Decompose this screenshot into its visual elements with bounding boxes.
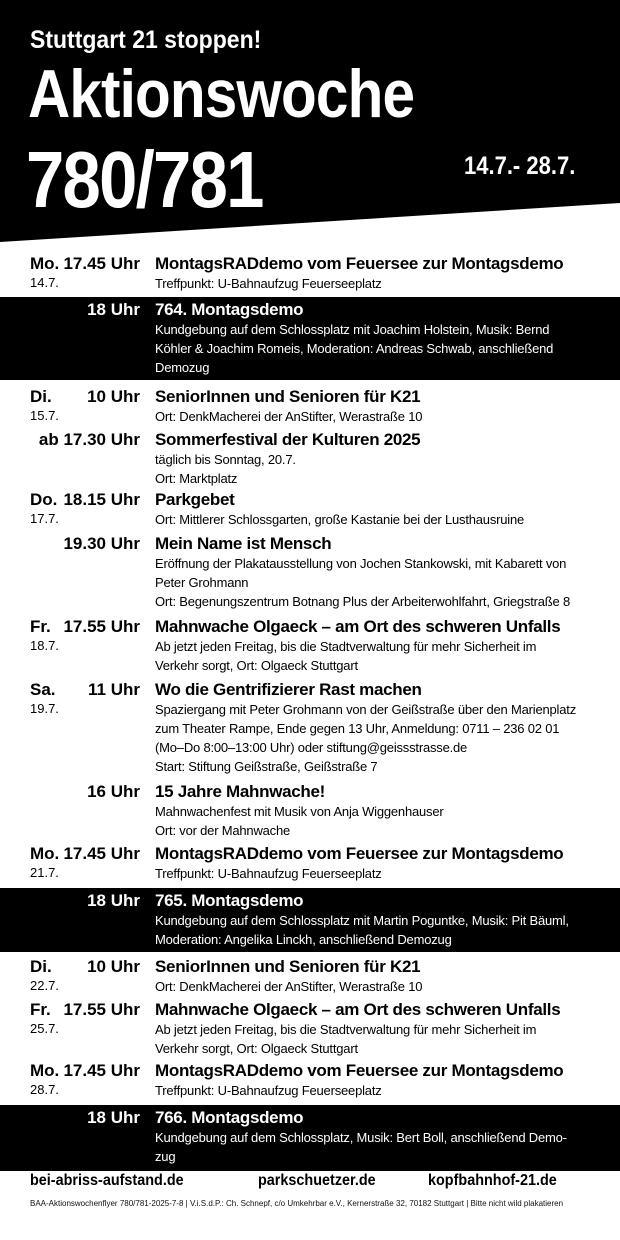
event-time: 10 Uhr (87, 387, 140, 406)
event-time: 17.55 Uhr (63, 617, 140, 636)
event-row (0, 677, 620, 779)
event-row-highlighted (0, 1105, 620, 1171)
event-title: Sommerfestival der Kulturen 2025 (155, 430, 421, 449)
event-detail-line: Verkehr sorgt, Ort: Olgaeck Stuttgart (155, 1041, 358, 1056)
event-content (155, 429, 595, 488)
event-row (0, 531, 620, 614)
header-number: 780/781 (26, 135, 263, 224)
event-content (155, 299, 595, 377)
event-detail-line: Spaziergang mit Peter Grohmann von der Geißstraße über den Marienplatz (155, 702, 576, 717)
event-time: 17.45 Uhr (63, 844, 140, 863)
event-weekday: Fr. (30, 1000, 51, 1019)
event-weekday: Di. (30, 957, 52, 976)
event-when (30, 429, 140, 451)
event-title: SeniorInnen und Senioren für K21 (155, 957, 421, 976)
event-date: 14.7. (30, 275, 59, 290)
event-time: 18 Uhr (87, 1108, 140, 1127)
event-when (30, 299, 140, 321)
event-time: 18 Uhr (87, 300, 140, 319)
event-detail-line: Kundgebung auf dem Schlossplatz mit Martin Poguntke, Musik: Pit Bäuml, (155, 913, 569, 928)
event-detail-line: Demozug (155, 360, 210, 375)
event-weekday: Mo. (30, 1061, 60, 1080)
event-detail-line: Ab jetzt jeden Freitag, bis die Stadtverwaltung für mehr Sicherheit im (155, 1022, 537, 1037)
event-time: 17.55 Uhr (63, 1000, 140, 1019)
event-title: 766. Montagsdemo (155, 1108, 304, 1127)
event-time: 18.15 Uhr (63, 490, 140, 509)
event-content (155, 253, 595, 293)
event-detail-line: Treffpunkt: U-Bahnaufzug Feuerseeplatz (155, 866, 382, 881)
event-detail-line: (Mo–Do 8:00–13:00 Uhr) oder stiftung@geissstrasse.de (155, 740, 468, 755)
event-detail-line: Ort: Mittlerer Schlossgarten, große Kastanie bei der Lusthausruine (155, 512, 525, 527)
event-detail-line: Verkehr sorgt, Ort: Olgaeck Stuttgart (155, 658, 358, 673)
event-row (0, 997, 620, 1058)
event-content (155, 1060, 595, 1100)
event-title: 765. Montagsdemo (155, 891, 304, 910)
event-title: Mahnwache Olgaeck – am Ort des schweren Unfalls (155, 617, 561, 636)
event-detail-line: Start: Stiftung Geißstraße, Geißstraße 7 (155, 759, 378, 774)
event-time: 17.45 Uhr (63, 254, 140, 273)
event-row (0, 487, 620, 531)
event-row-highlighted (0, 297, 620, 380)
event-row (0, 779, 620, 841)
event-row (0, 1058, 620, 1105)
event-content (155, 386, 595, 426)
header-kicker: Stuttgart 21 stoppen! (30, 26, 262, 54)
event-time: 11 Uhr (88, 680, 140, 699)
event-when (30, 781, 140, 803)
event-when (30, 616, 140, 654)
event-content (155, 781, 595, 840)
event-detail-line: Ort: Marktplatz (155, 471, 238, 486)
event-title: SeniorInnen und Senioren für K21 (155, 387, 421, 406)
event-title: Mein Name ist Mensch (155, 534, 332, 553)
event-when (30, 386, 140, 424)
event-title: Wo die Gentrifizierer Rast machen (155, 680, 422, 699)
event-title: 764. Montagsdemo (155, 300, 304, 319)
event-row (0, 952, 620, 997)
event-date: 21.7. (30, 865, 59, 880)
event-date: 28.7. (30, 1082, 59, 1097)
event-detail-line: Mahnwachenfest mit Musik von Anja Wiggenhauser (155, 804, 444, 819)
event-title: Parkgebet (155, 490, 235, 509)
event-date: 17.7. (30, 511, 59, 526)
event-content (155, 616, 595, 675)
event-when (30, 843, 140, 881)
event-weekday: Do. (30, 490, 58, 509)
event-content (155, 843, 595, 883)
event-date: 25.7. (30, 1021, 59, 1036)
event-detail-line: Ort: vor der Mahnwache (155, 823, 291, 838)
event-detail-line: Treffpunkt: U-Bahnaufzug Feuerseeplatz (155, 276, 382, 291)
header-dates: 14.7.- 28.7. (464, 152, 576, 180)
event-row (0, 614, 620, 677)
event-title: MontagsRADdemo vom Feuersee zur Montagsdemo (155, 844, 564, 863)
event-date: 18.7. (30, 638, 59, 653)
event-detail-line: Köhler & Joachim Romeis, Moderation: Andreas Schwab, anschließend (155, 341, 554, 356)
event-when (30, 956, 140, 994)
event-when (30, 489, 140, 527)
event-content (155, 489, 595, 529)
event-content (155, 1107, 595, 1166)
footer-link-parkschuetzer[interactable]: parkschuetzer.de (258, 1172, 376, 1189)
event-when (30, 253, 140, 291)
event-schedule (0, 253, 620, 1171)
event-when (30, 533, 140, 555)
event-row (0, 253, 620, 297)
event-detail-line: Kundgebung auf dem Schlossplatz mit Joachim Holstein, Musik: Bernd (155, 322, 550, 337)
event-row (0, 380, 620, 427)
event-detail-line: täglich bis Sonntag, 20.7. (155, 452, 296, 467)
event-content (155, 890, 595, 949)
event-detail-line: Ort: Begenungszentrum Botnang Plus der Arbeiterwohlfahrt, Griegstraße 8 (155, 594, 571, 609)
event-time: ab 17.30 Uhr (38, 430, 140, 449)
event-detail-line: Kundgebung auf dem Schlossplatz, Musik: Bert Boll, anschließend Demo- (155, 1130, 567, 1145)
event-time: 17.45 Uhr (63, 1061, 140, 1080)
event-title: 15 Jahre Mahnwache! (155, 782, 326, 801)
event-time: 19.30 Uhr (63, 534, 140, 553)
event-title: Mahnwache Olgaeck – am Ort des schweren Unfalls (155, 1000, 561, 1019)
event-detail-line: zum Theater Rampe, Ende gegen 13 Uhr, Anmeldung: 0711 – 236 02 01 (155, 721, 560, 736)
imprint-text: BAA-Aktionswochenflyer 780/781-2025-7-8 | V.i.S.d.P.: Ch. Schnepf, c/o Umkehrbar e.V., Kernerstraße 32, 70182 Stuttgart | Bitte nicht wild plakatieren (30, 1199, 564, 1208)
event-detail-line: Moderation: Angelika Linckh, anschließend Demozug (155, 932, 452, 947)
event-detail-line: Eröffnung der Plakatausstellung von Jochen Stankowski, mit Kabarett von (155, 556, 567, 571)
event-content (155, 956, 595, 996)
event-weekday: Mo. (30, 254, 60, 273)
event-detail-line: Treffpunkt: U-Bahnaufzug Feuerseeplatz (155, 1083, 382, 1098)
event-content (155, 533, 595, 611)
event-content (155, 999, 595, 1058)
event-weekday: Fr. (30, 617, 51, 636)
event-date: 15.7. (30, 408, 59, 423)
event-row (0, 841, 620, 888)
event-weekday: Sa. (30, 680, 56, 699)
event-when (30, 1107, 140, 1129)
event-time: 10 Uhr (87, 957, 140, 976)
event-when (30, 679, 140, 717)
footer-link-bei-abriss-aufstand[interactable]: bei-abriss-aufstand.de (30, 1172, 184, 1189)
event-detail-line: Peter Grohmann (155, 575, 249, 590)
event-detail-line: Ort: DenkMacherei der AnStifter, Werastraße 10 (155, 409, 423, 424)
event-detail-line: Ort: DenkMacherei der AnStifter, Werastraße 10 (155, 979, 423, 994)
event-when (30, 890, 140, 912)
event-row (0, 427, 620, 488)
event-time: 18 Uhr (87, 891, 140, 910)
event-content (155, 679, 595, 776)
event-row-highlighted (0, 888, 620, 952)
event-detail-line: zug (155, 1149, 176, 1164)
event-title: MontagsRADdemo vom Feuersee zur Montagsdemo (155, 254, 564, 273)
event-title: MontagsRADdemo vom Feuersee zur Montagsdemo (155, 1061, 564, 1080)
event-when (30, 1060, 140, 1098)
event-when (30, 999, 140, 1037)
event-weekday: Mo. (30, 844, 60, 863)
header-title: Aktionswoche (28, 56, 415, 132)
footer-link-kopfbahnhof-21[interactable]: kopfbahnhof-21.de (428, 1172, 557, 1189)
event-detail-line: Ab jetzt jeden Freitag, bis die Stadtverwaltung für mehr Sicherheit im (155, 639, 537, 654)
event-time: 16 Uhr (87, 782, 140, 801)
event-weekday: Di. (30, 387, 52, 406)
event-date: 19.7. (30, 701, 59, 716)
event-date: 22.7. (30, 978, 59, 993)
